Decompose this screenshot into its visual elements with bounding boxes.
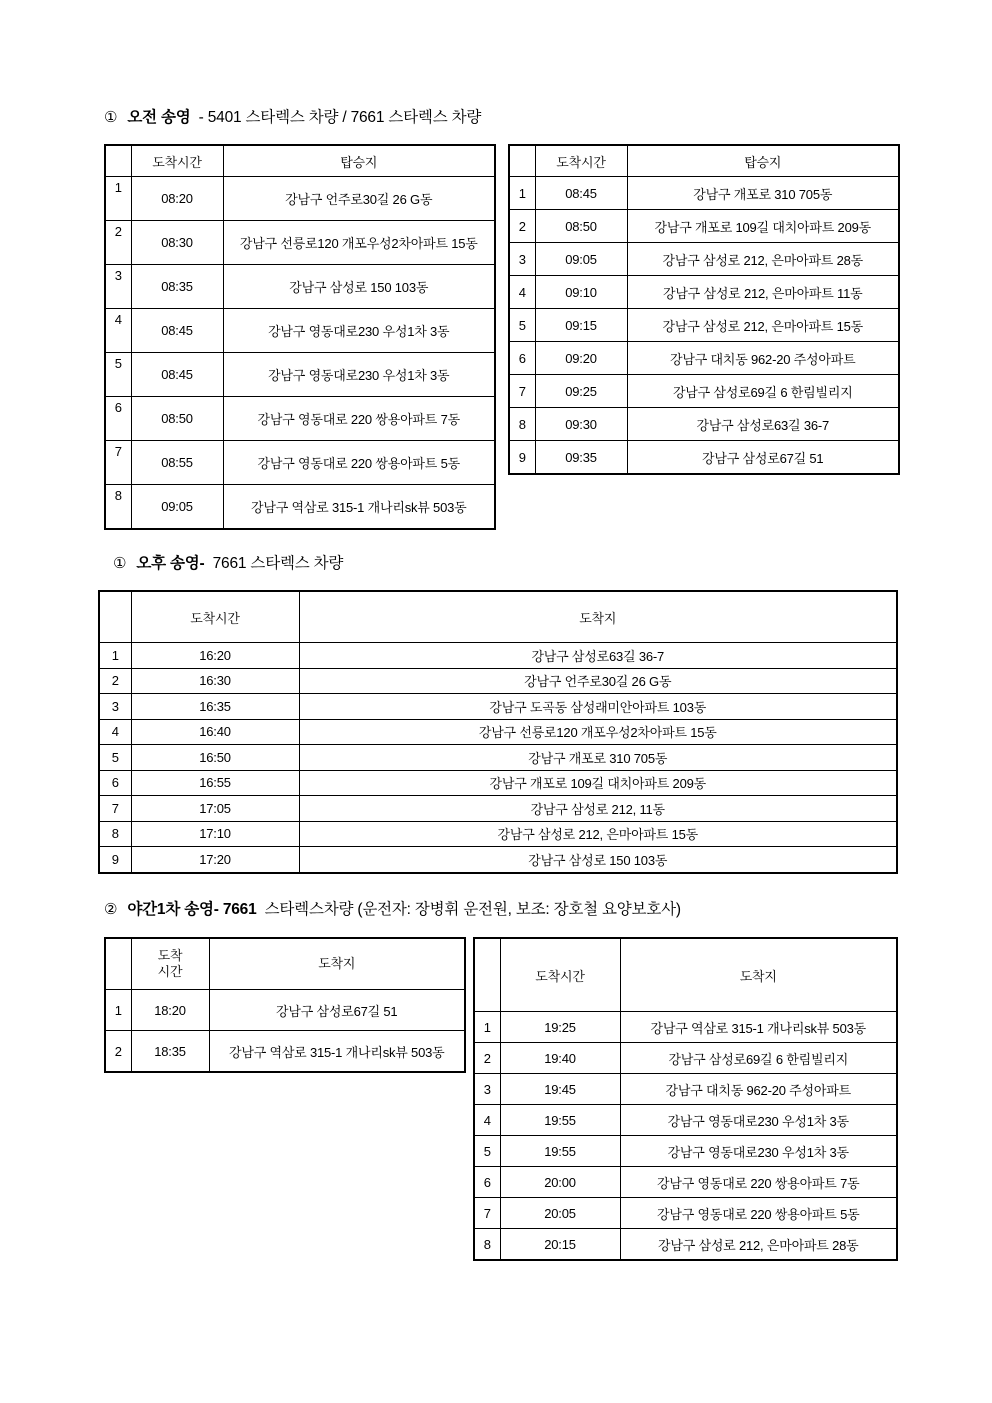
section-marker-afternoon: ① bbox=[113, 555, 127, 572]
row-number: 5 bbox=[99, 745, 131, 771]
row-location: 강남구 언주로30길 26 G동 bbox=[299, 668, 897, 694]
section-marker-night1: ② bbox=[104, 901, 118, 918]
row-location: 강남구 개포로 109길 대치아파트 209동 bbox=[627, 210, 899, 243]
row-number: 6 bbox=[474, 1167, 500, 1198]
row-number: 5 bbox=[509, 309, 535, 342]
row-number: 3 bbox=[105, 265, 131, 309]
row-number: 2 bbox=[509, 210, 535, 243]
col-header-location: 도착지 bbox=[209, 938, 465, 990]
row-time: 08:30 bbox=[131, 221, 223, 265]
row-number: 2 bbox=[105, 1031, 131, 1073]
row-number: 7 bbox=[474, 1198, 500, 1229]
row-number: 5 bbox=[474, 1136, 500, 1167]
section-subtitle-night1: 스타렉스차량 (운전자: 장병휘 운전원, 보조: 장호철 요양보호사) bbox=[264, 901, 681, 918]
table-row bbox=[474, 1105, 897, 1136]
row-number: 4 bbox=[105, 309, 131, 353]
table-row bbox=[509, 177, 899, 210]
row-location: 강남구 삼성로69길 6 한림빌리지 bbox=[620, 1043, 897, 1074]
table-night1-right bbox=[473, 937, 898, 1261]
row-number: 6 bbox=[509, 342, 535, 375]
row-location: 강남구 영동대로230 우성1차 3동 bbox=[620, 1136, 897, 1167]
row-time: 09:20 bbox=[535, 342, 627, 375]
section-title-afternoon: 오후 송영- bbox=[136, 555, 205, 572]
row-time: 08:55 bbox=[131, 441, 223, 485]
row-location: 강남구 영동대로230 우성1차 3동 bbox=[223, 353, 495, 397]
row-time: 08:45 bbox=[131, 353, 223, 397]
row-location: 강남구 대치동 962-20 주성아파트 bbox=[627, 342, 899, 375]
table-row bbox=[474, 1074, 897, 1105]
table-row bbox=[99, 668, 897, 694]
row-time: 20:05 bbox=[500, 1198, 620, 1229]
row-number: 8 bbox=[105, 485, 131, 530]
table-night1-left bbox=[104, 937, 466, 1073]
row-number: 3 bbox=[99, 694, 131, 720]
col-header-no bbox=[105, 938, 131, 990]
table-row bbox=[474, 1136, 897, 1167]
table-row bbox=[99, 821, 897, 847]
row-number: 3 bbox=[474, 1074, 500, 1105]
row-time: 19:55 bbox=[500, 1105, 620, 1136]
row-location: 강남구 영동대로230 우성1차 3동 bbox=[620, 1105, 897, 1136]
table-header-row bbox=[474, 938, 897, 1012]
table-row bbox=[99, 694, 897, 720]
row-time: 16:55 bbox=[131, 770, 299, 796]
table-row bbox=[474, 1167, 897, 1198]
row-number: 1 bbox=[474, 1012, 500, 1043]
table-row bbox=[509, 309, 899, 342]
col-header-location: 도착지 bbox=[299, 591, 897, 643]
col-header-location: 탑승지 bbox=[627, 145, 899, 177]
row-location: 강남구 영동대로230 우성1차 3동 bbox=[223, 309, 495, 353]
table-row bbox=[99, 770, 897, 796]
row-location: 강남구 삼성로 150 103동 bbox=[223, 265, 495, 309]
row-number: 8 bbox=[474, 1229, 500, 1261]
row-location: 강남구 삼성로 150 103동 bbox=[299, 847, 897, 873]
row-time: 08:50 bbox=[535, 210, 627, 243]
col-header-no bbox=[105, 145, 131, 177]
table-row bbox=[105, 1031, 465, 1073]
row-number: 7 bbox=[105, 441, 131, 485]
row-number: 6 bbox=[105, 397, 131, 441]
row-location: 강남구 삼성로 212, 11동 bbox=[299, 796, 897, 822]
row-number: 1 bbox=[509, 177, 535, 210]
row-number: 3 bbox=[509, 243, 535, 276]
row-location: 강남구 도곡동 삼성래미안아파트 103동 bbox=[299, 694, 897, 720]
row-time: 09:15 bbox=[535, 309, 627, 342]
row-number: 2 bbox=[99, 668, 131, 694]
row-number: 4 bbox=[99, 719, 131, 745]
col-header-no bbox=[99, 591, 131, 643]
col-header-time: 도착시간 bbox=[131, 591, 299, 643]
table-row bbox=[509, 210, 899, 243]
table-header-row bbox=[99, 591, 897, 643]
table-row bbox=[474, 1012, 897, 1043]
row-location: 강남구 대치동 962-20 주성아파트 bbox=[620, 1074, 897, 1105]
table-header-row bbox=[105, 938, 465, 990]
section-subtitle-morning: - 5401 스타렉스 차량 / 7661 스타렉스 차량 bbox=[198, 109, 482, 126]
table-row bbox=[474, 1043, 897, 1074]
row-location: 강남구 삼성로 212, 은마아파트 11동 bbox=[627, 276, 899, 309]
table-row bbox=[509, 408, 899, 441]
row-time: 16:35 bbox=[131, 694, 299, 720]
row-number: 4 bbox=[509, 276, 535, 309]
row-time: 17:05 bbox=[131, 796, 299, 822]
row-number: 1 bbox=[99, 643, 131, 669]
row-location: 강남구 선릉로120 개포우성2차아파트 15동 bbox=[223, 221, 495, 265]
table-row bbox=[509, 375, 899, 408]
row-number: 4 bbox=[474, 1105, 500, 1136]
col-header-location: 도착지 bbox=[620, 938, 897, 1012]
row-time: 09:30 bbox=[535, 408, 627, 441]
row-time: 08:45 bbox=[535, 177, 627, 210]
col-header-time: 도착시간 bbox=[535, 145, 627, 177]
table-morning-left bbox=[104, 144, 496, 530]
row-time: 18:20 bbox=[131, 990, 209, 1031]
row-time: 18:35 bbox=[131, 1031, 209, 1073]
row-location: 강남구 삼성로 212, 은마아파트 28동 bbox=[620, 1229, 897, 1261]
row-number: 9 bbox=[99, 847, 131, 873]
row-time: 08:45 bbox=[131, 309, 223, 353]
col-header-time: 도착시간 bbox=[500, 938, 620, 1012]
row-time: 09:25 bbox=[535, 375, 627, 408]
row-location: 강남구 역삼로 315-1 개나리sk뷰 503동 bbox=[620, 1012, 897, 1043]
table-morning-right bbox=[508, 144, 900, 475]
table-afternoon bbox=[98, 590, 898, 874]
row-time: 09:05 bbox=[535, 243, 627, 276]
col-header-no bbox=[509, 145, 535, 177]
section-heading-night1 bbox=[104, 902, 681, 918]
row-number: 8 bbox=[509, 408, 535, 441]
row-number: 1 bbox=[105, 177, 131, 221]
row-time: 09:35 bbox=[535, 441, 627, 475]
col-header-time: 도착시간 bbox=[131, 145, 223, 177]
row-location: 강남구 역삼로 315-1 개나리sk뷰 503동 bbox=[209, 1031, 465, 1073]
row-number: 7 bbox=[509, 375, 535, 408]
row-location: 강남구 삼성로 212, 은마아파트 15동 bbox=[627, 309, 899, 342]
row-location: 강남구 삼성로69길 6 한림빌리지 bbox=[627, 375, 899, 408]
row-time: 17:20 bbox=[131, 847, 299, 873]
table-row bbox=[105, 397, 495, 441]
row-time: 19:45 bbox=[500, 1074, 620, 1105]
row-time: 16:40 bbox=[131, 719, 299, 745]
row-time: 09:10 bbox=[535, 276, 627, 309]
col-header-time-line1: 도착 bbox=[157, 947, 183, 963]
row-location: 강남구 언주로30길 26 G동 bbox=[223, 177, 495, 221]
row-location: 강남구 영동대로 220 쌍용아파트 7동 bbox=[223, 397, 495, 441]
table-row bbox=[99, 745, 897, 771]
section-title-morning: 오전 송영 bbox=[127, 109, 191, 126]
section-subtitle-afternoon: 7661 스타렉스 차량 bbox=[212, 555, 344, 572]
row-location: 강남구 삼성로63길 36-7 bbox=[299, 643, 897, 669]
row-number: 9 bbox=[509, 441, 535, 475]
row-time: 16:30 bbox=[131, 668, 299, 694]
row-location: 강남구 삼성로67길 51 bbox=[627, 441, 899, 475]
row-location: 강남구 영동대로 220 쌍용아파트 5동 bbox=[620, 1198, 897, 1229]
table-row bbox=[509, 441, 899, 475]
row-number: 1 bbox=[105, 990, 131, 1031]
row-location: 강남구 영동대로 220 쌍용아파트 5동 bbox=[223, 441, 495, 485]
row-number: 6 bbox=[99, 770, 131, 796]
col-header-time bbox=[131, 938, 209, 990]
table-row bbox=[105, 177, 495, 221]
row-number: 7 bbox=[99, 796, 131, 822]
row-time: 16:20 bbox=[131, 643, 299, 669]
row-time: 19:40 bbox=[500, 1043, 620, 1074]
col-header-location: 탑승지 bbox=[223, 145, 495, 177]
row-location: 강남구 선릉로120 개포우성2차아파트 15동 bbox=[299, 719, 897, 745]
row-time: 20:15 bbox=[500, 1229, 620, 1261]
row-location: 강남구 삼성로 212, 은마아파트 28동 bbox=[627, 243, 899, 276]
section-heading-afternoon bbox=[113, 556, 343, 572]
col-header-time-line2: 시간 bbox=[157, 964, 183, 979]
table-row bbox=[99, 847, 897, 873]
table-row bbox=[105, 441, 495, 485]
row-number: 5 bbox=[105, 353, 131, 397]
row-location: 강남구 개포로 310 705동 bbox=[299, 745, 897, 771]
table-row bbox=[509, 243, 899, 276]
row-time: 16:50 bbox=[131, 745, 299, 771]
table-row bbox=[105, 309, 495, 353]
table-row bbox=[105, 221, 495, 265]
row-location: 강남구 삼성로 212, 은마아파트 15동 bbox=[299, 821, 897, 847]
row-number: 8 bbox=[99, 821, 131, 847]
table-row bbox=[509, 276, 899, 309]
row-time: 17:10 bbox=[131, 821, 299, 847]
col-header-no bbox=[474, 938, 500, 1012]
table-row bbox=[99, 643, 897, 669]
row-time: 20:00 bbox=[500, 1167, 620, 1198]
row-number: 2 bbox=[474, 1043, 500, 1074]
table-header-row bbox=[509, 145, 899, 177]
table-row bbox=[99, 719, 897, 745]
row-time: 19:25 bbox=[500, 1012, 620, 1043]
row-time: 08:20 bbox=[131, 177, 223, 221]
row-location: 강남구 역삼로 315-1 개나리sk뷰 503동 bbox=[223, 485, 495, 530]
section-heading-morning bbox=[104, 110, 481, 126]
section-marker-morning: ① bbox=[104, 109, 118, 126]
table-row bbox=[474, 1198, 897, 1229]
row-time: 08:50 bbox=[131, 397, 223, 441]
row-time: 09:05 bbox=[131, 485, 223, 530]
row-location: 강남구 삼성로63길 36-7 bbox=[627, 408, 899, 441]
row-location: 강남구 영동대로 220 쌍용아파트 7동 bbox=[620, 1167, 897, 1198]
table-row bbox=[105, 353, 495, 397]
row-time: 08:35 bbox=[131, 265, 223, 309]
table-header-row bbox=[105, 145, 495, 177]
table-row bbox=[105, 485, 495, 530]
table-row bbox=[509, 342, 899, 375]
table-row bbox=[105, 265, 495, 309]
section-title-night1: 야간1차 송영- 7661 bbox=[127, 901, 257, 918]
row-number: 2 bbox=[105, 221, 131, 265]
table-row bbox=[99, 796, 897, 822]
row-location: 강남구 개포로 109길 대치아파트 209동 bbox=[299, 770, 897, 796]
row-location: 강남구 개포로 310 705동 bbox=[627, 177, 899, 210]
row-time: 19:55 bbox=[500, 1136, 620, 1167]
row-location: 강남구 삼성로67길 51 bbox=[209, 990, 465, 1031]
table-row bbox=[474, 1229, 897, 1261]
table-row bbox=[105, 990, 465, 1031]
